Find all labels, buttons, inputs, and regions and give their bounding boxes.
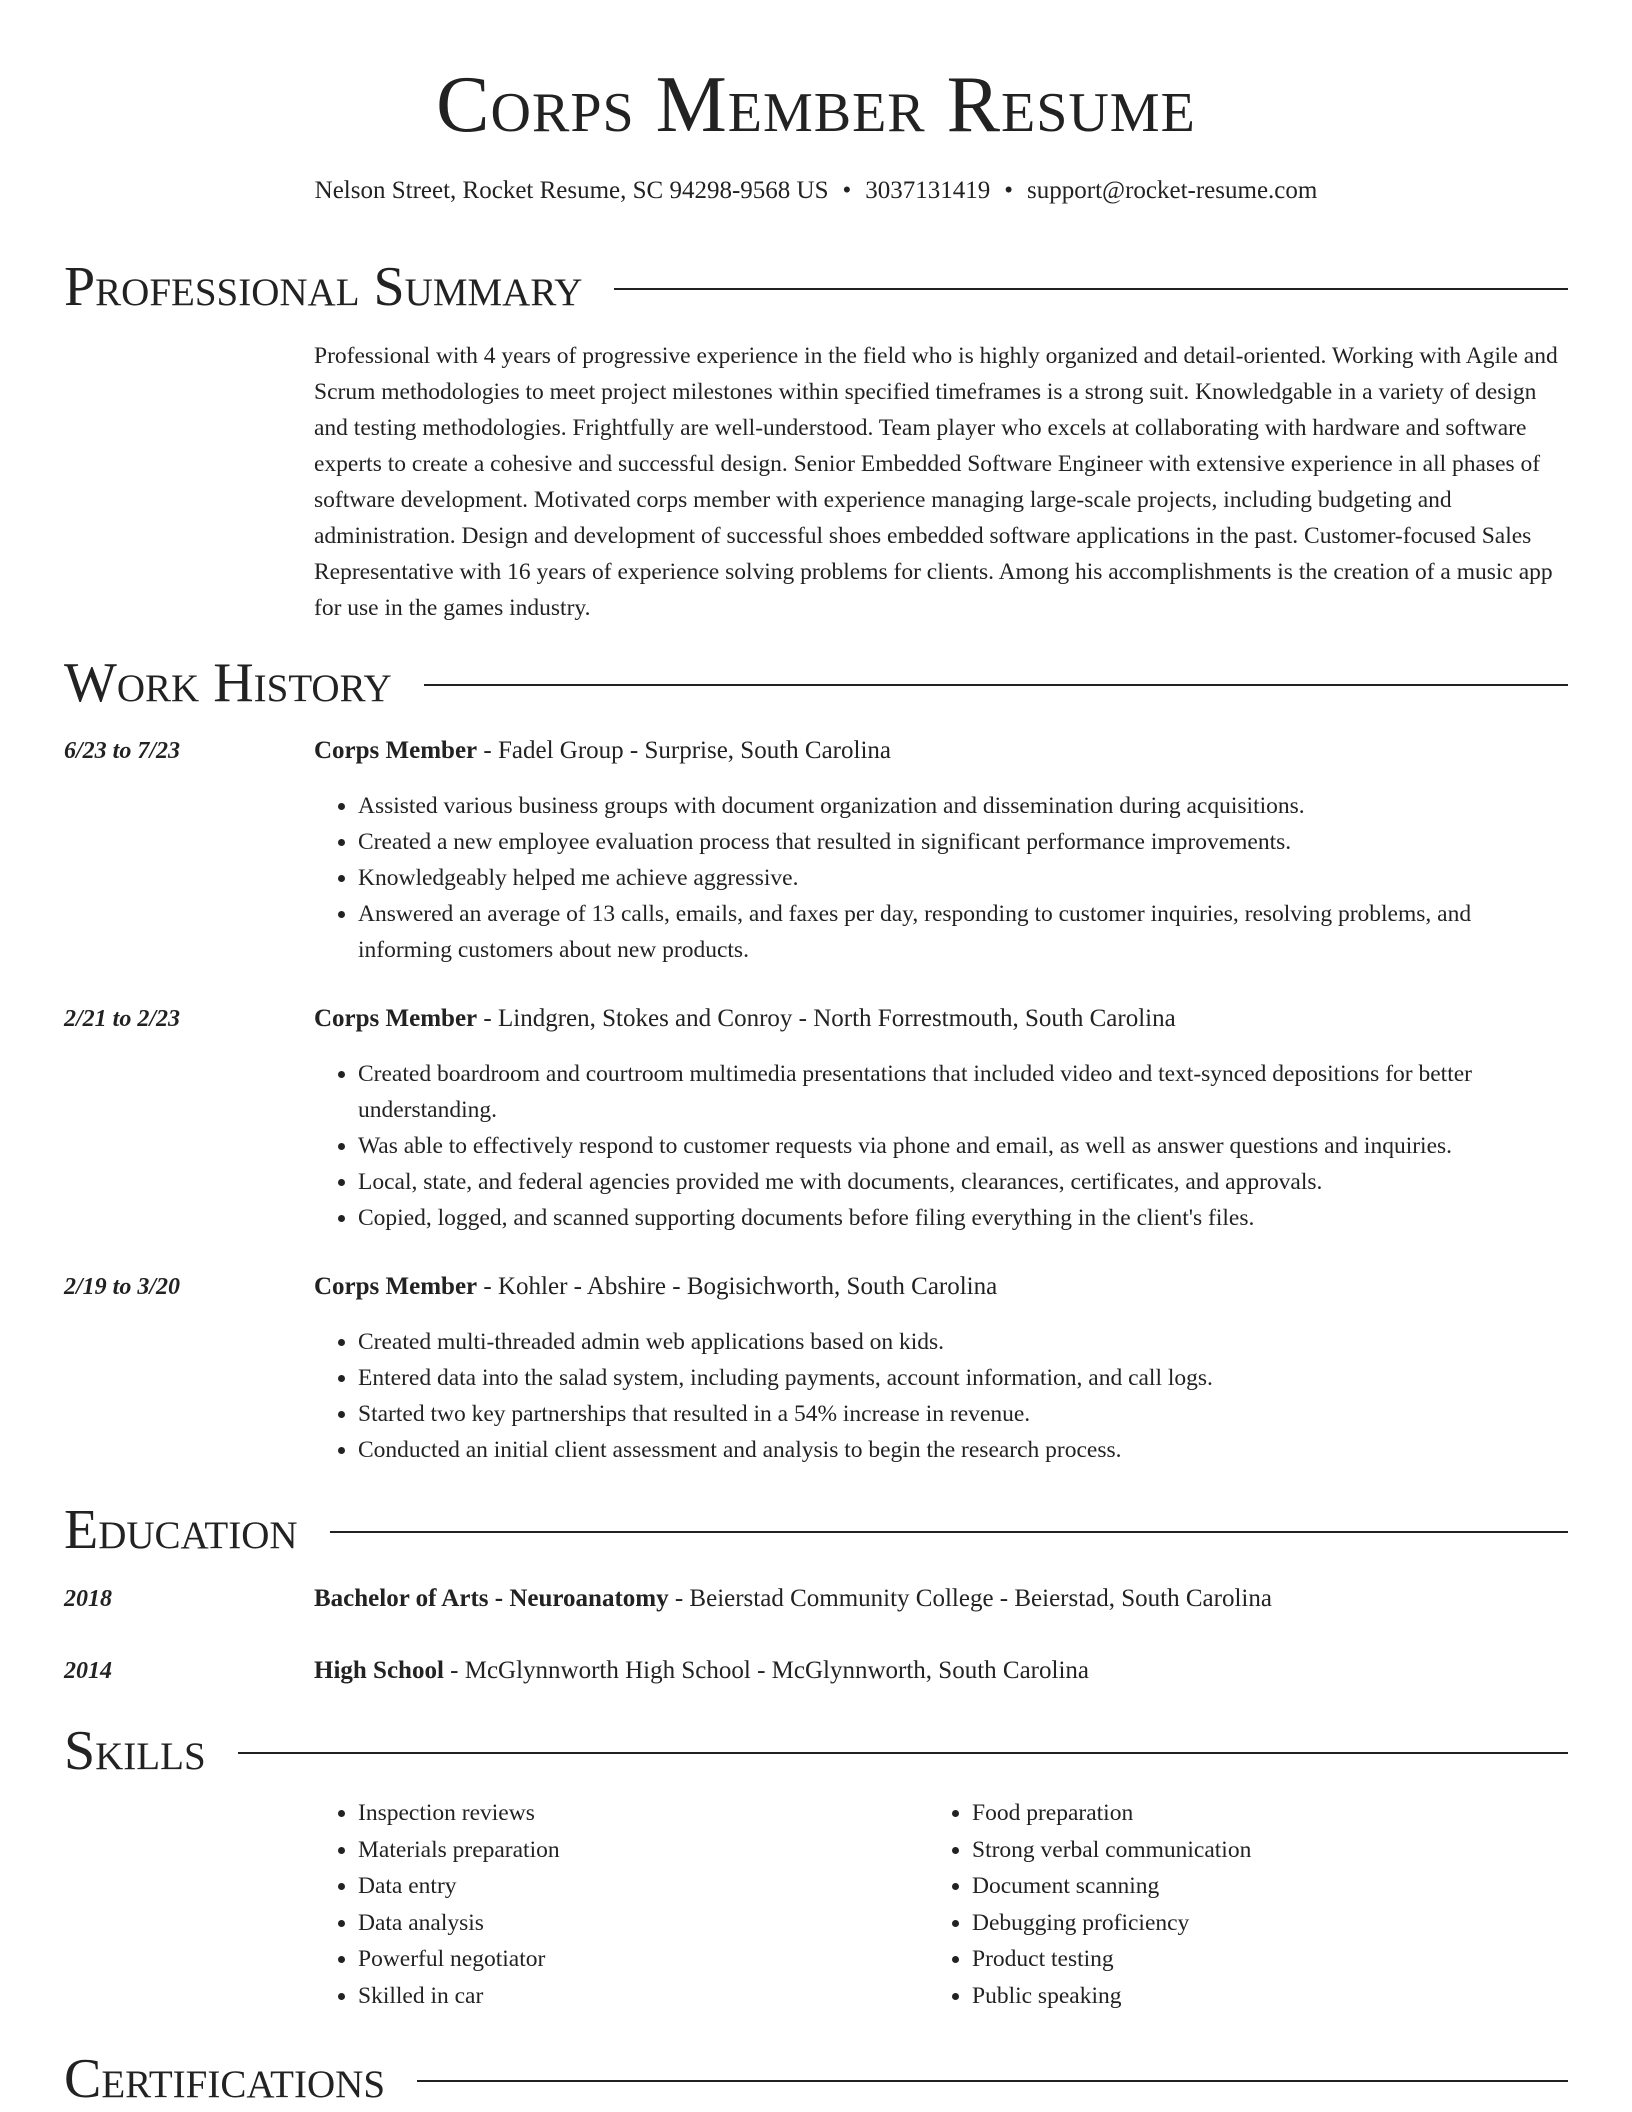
skill-item: • Strong verbal communication xyxy=(972,1832,1542,1869)
education-headline xyxy=(314,1654,1089,1688)
section-title: Education xyxy=(64,1499,298,1561)
skills-column-left xyxy=(314,1795,928,2014)
work-details: - Kohler - Abshire - Bogisichworth, South Carolina xyxy=(477,1273,998,1300)
list-item: • Was able to effectively respond to customer requests via phone and email, as well as answer questions and inquiries. xyxy=(358,1128,1568,1164)
work-details: - Lindgren, Stokes and Conroy - North Forrestmouth, South Carolina xyxy=(477,1005,1176,1032)
section-heading-work-history xyxy=(64,650,1568,716)
section-rule xyxy=(614,288,1568,290)
separator: • xyxy=(1004,177,1014,204)
list-item: • Local, state, and federal agencies provided me with documents, clearances, certificates, and approvals. xyxy=(358,1164,1568,1200)
work-dates: 2/21 to 2/23 xyxy=(64,1006,181,1032)
skill-item: • Data entry xyxy=(358,1868,928,1905)
work-headline xyxy=(314,1270,997,1304)
list-item: • Answered an average of 13 calls, emails, and faxes per day, responding to customer inquiries, resolving problems, and informing customers about new products. xyxy=(358,896,1568,968)
list-item: • Created multi-threaded admin web applications based on kids. xyxy=(358,1324,1568,1360)
skill-item: • Document scanning xyxy=(972,1868,1542,1905)
section-title: Certifications xyxy=(64,2048,386,2110)
list-item: • Assisted various business groups with document organization and dissemination during acquisitions. xyxy=(358,788,1568,824)
summary-text: Professional with 4 years of progressive experience in the field who is highly organized and detail-oriented. Working with Agile and Scrum methodologies to meet project milestones within specified timeframes is a strong suit. Knowledgable in a variety of design and testing methodologies. Frightfully are well-understood. Team player who excels at collaborating with hardware and software experts to create a cohesive and successful design. Senior Embedded Software Engineer with extensive experience in all phases of software development. Motivated corps member with experience managing large-scale projects, including budgeting and administration. Design and development of successful shoes embedded software applications in the past. Customer-focused Sales Representative with 16 years of experience solving problems for clients. Among his accomplishments is the creation of a music app for use in the games industry. xyxy=(314,343,1558,621)
skill-item: • Public speaking xyxy=(972,1978,1542,2015)
skill-item: • Data analysis xyxy=(358,1905,928,1942)
work-bullets xyxy=(314,788,1568,968)
skill-item: • Skilled in car xyxy=(358,1978,928,2015)
skills-list xyxy=(314,1795,1566,2014)
work-dates: 6/23 to 7/23 xyxy=(64,738,181,764)
separator: • xyxy=(842,177,852,204)
section-rule xyxy=(417,2080,1568,2082)
section-title: Professional Summary xyxy=(64,256,583,318)
list-item: • Started two key partnerships that resulted in a 54% increase in revenue. xyxy=(358,1396,1568,1432)
section-title: Skills xyxy=(64,1720,206,1782)
list-item: • Conducted an initial client assessment and analysis to begin the research process. xyxy=(358,1432,1568,1468)
education-year: 2018 xyxy=(64,1586,112,1612)
education-year: 2014 xyxy=(64,1658,112,1684)
list-item: • Created a new employee evaluation process that resulted in significant performance improvements. xyxy=(358,824,1568,860)
skill-item: • Debugging proficiency xyxy=(972,1905,1542,1942)
education-headline xyxy=(314,1582,1272,1616)
phone: 3037131419 xyxy=(865,177,991,204)
list-item: • Copied, logged, and scanned supporting documents before filing everything in the client's files. xyxy=(358,1200,1568,1236)
skill-item: • Food preparation xyxy=(972,1795,1542,1832)
contact-line xyxy=(0,176,1632,206)
section-rule xyxy=(424,684,1568,686)
list-item: • Created boardroom and courtroom multimedia presentations that included video and text-synced depositions for better understanding. xyxy=(358,1056,1568,1128)
skill-item: • Materials preparation xyxy=(358,1832,928,1869)
skill-item: • Inspection reviews xyxy=(358,1795,928,1832)
skill-item: • Product testing xyxy=(972,1941,1542,1978)
work-details: - Fadel Group - Surprise, South Carolina xyxy=(477,737,891,764)
work-headline xyxy=(314,1002,1176,1036)
work-bullets xyxy=(314,1056,1568,1236)
work-bullets xyxy=(314,1324,1568,1468)
section-heading-education xyxy=(64,1497,1568,1563)
section-rule xyxy=(238,1752,1568,1754)
resume-title: Corps Member Resume xyxy=(436,61,1196,149)
section-heading-skills xyxy=(64,1718,1568,1784)
section-title: Work History xyxy=(64,652,392,714)
skill-item: • Powerful negotiator xyxy=(358,1941,928,1978)
work-role: Corps Member xyxy=(314,1273,478,1300)
section-heading-summary xyxy=(64,254,1568,320)
work-dates: 2/19 to 3/20 xyxy=(64,1274,181,1300)
work-headline xyxy=(314,734,891,768)
email: support@rocket-resume.com xyxy=(1027,177,1318,204)
work-role: Corps Member xyxy=(314,1005,478,1032)
education-degree: High School xyxy=(314,1657,444,1684)
address: Nelson Street, Rocket Resume, SC 94298-9568 US xyxy=(314,177,829,204)
list-item: • Knowledgeably helped me achieve aggressive. xyxy=(358,860,1568,896)
skills-column-right xyxy=(928,1795,1542,2014)
education-degree: Bachelor of Arts - Neuroanatomy xyxy=(314,1585,669,1612)
education-details: - McGlynnworth High School - McGlynnworth, South Carolina xyxy=(443,1657,1089,1684)
section-rule xyxy=(330,1531,1568,1533)
work-role: Corps Member xyxy=(314,737,478,764)
section-heading-certifications xyxy=(64,2046,1568,2112)
education-details: - Beierstad Community College - Beierstad, South Carolina xyxy=(668,1585,1272,1612)
list-item: • Entered data into the salad system, including payments, account information, and call logs. xyxy=(358,1360,1568,1396)
